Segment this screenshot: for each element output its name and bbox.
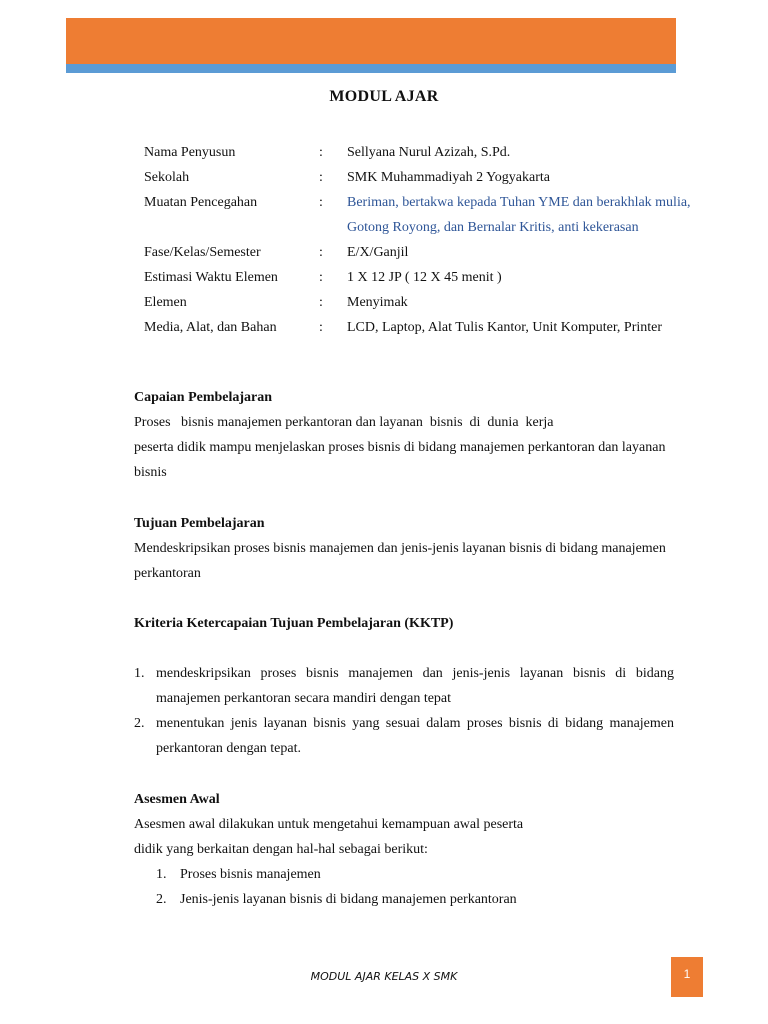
header-orange-bar <box>66 18 676 64</box>
header-blue-stripe <box>66 64 676 73</box>
info-value: LCD, Laptop, Alat Tulis Kantor, Unit Komputer, Printer <box>347 320 663 335</box>
footer-text: MODUL AJAR KELAS X SMK <box>310 970 458 983</box>
muatan-line-2: Gotong Royong, dan Bernalar Kritis, anti kekerasan <box>347 220 639 235</box>
page-number: 1 <box>671 957 703 997</box>
capaian-heading: Capaian Pembelajaran <box>134 390 273 405</box>
info-label: Elemen <box>144 295 187 310</box>
asesmen-heading: Asesmen Awal <box>134 792 220 807</box>
info-label: Media, Alat, dan Bahan <box>144 320 277 335</box>
tujuan-text: Mendeskripsikan proses bisnis manajemen dan jenis-jenis layanan bisnis di bidang manajemen perkantoran <box>134 541 666 581</box>
info-colon: : <box>319 270 323 285</box>
info-colon: : <box>319 245 323 260</box>
list-item <box>156 862 674 887</box>
info-colon: : <box>319 295 323 310</box>
capaian-line-2: peserta didik mampu menjelaskan proses bisnis di bidang manajemen perkantoran dan layanan bisnis <box>134 440 666 480</box>
info-row-elemen <box>144 290 714 315</box>
list-number: 2. <box>134 716 145 731</box>
list-number: 2. <box>156 892 167 907</box>
list-item <box>134 661 674 711</box>
info-row-estimasi <box>144 265 714 290</box>
info-value: E/X/Ganjil <box>347 245 409 260</box>
asesmen-list <box>134 862 674 912</box>
list-text: menentukan jenis layanan bisnis yang sesuai dalam proses bisnis di bidang manajemen perkantoran dengan tepat. <box>156 716 674 756</box>
muatan-line-1: Beriman, bertakwa kepada Tuhan YME dan berakhlak mulia, <box>347 195 691 210</box>
info-row-muatan <box>144 190 714 240</box>
list-number: 1. <box>134 666 145 681</box>
info-label: Estimasi Waktu Elemen <box>144 270 278 285</box>
kktp-list <box>134 661 674 761</box>
info-value: Menyimak <box>347 295 408 310</box>
list-text: mendeskripsikan proses bisnis manajemen dan jenis-jenis layanan bisnis di bidang manajemen perkantoran secara mandiri dengan tepat <box>156 666 674 706</box>
list-item <box>156 887 674 912</box>
info-row-sekolah <box>144 165 714 190</box>
info-table <box>144 140 714 340</box>
list-text: Proses bisnis manajemen <box>180 867 321 882</box>
info-value: 1 X 12 JP ( 12 X 45 menit ) <box>347 270 502 285</box>
capaian-line-1: Proses bisnis manajemen perkantoran dan layanan bisnis di dunia kerja <box>134 415 554 430</box>
capaian-section <box>134 385 674 485</box>
info-label: Muatan Pencegahan <box>144 195 258 210</box>
list-text: Jenis-jenis layanan bisnis di bidang manajemen perkantoran <box>180 892 517 907</box>
asesmen-line-1: Asesmen awal dilakukan untuk mengetahui kemampuan awal peserta <box>134 817 524 832</box>
info-colon: : <box>319 195 323 210</box>
info-value <box>347 190 714 240</box>
info-colon: : <box>319 145 323 160</box>
kktp-list-section <box>134 661 674 761</box>
tujuan-heading: Tujuan Pembelajaran <box>134 516 265 531</box>
info-colon: : <box>319 320 323 335</box>
asesmen-section <box>134 787 674 912</box>
page-title: MODUL AJAR <box>329 88 439 105</box>
info-colon: : <box>319 170 323 185</box>
info-value: SMK Muhammadiyah 2 Yogyakarta <box>347 170 550 185</box>
asesmen-line-2: didik yang berkaitan dengan hal-hal sebagai berikut: <box>134 842 428 857</box>
list-number: 1. <box>156 867 167 882</box>
tujuan-section <box>134 511 674 586</box>
kktp-section <box>134 611 674 636</box>
kktp-heading: Kriteria Ketercapaian Tujuan Pembelajaran (KKTP) <box>134 616 454 631</box>
info-row-media <box>144 315 714 340</box>
list-item <box>134 711 674 761</box>
info-label: Nama Penyusun <box>144 145 236 160</box>
info-row-fase <box>144 240 714 265</box>
info-value: Sellyana Nurul Azizah, S.Pd. <box>347 145 511 160</box>
info-row-penyusun <box>144 140 714 165</box>
info-label: Sekolah <box>144 170 190 185</box>
info-label: Fase/Kelas/Semester <box>144 245 261 260</box>
